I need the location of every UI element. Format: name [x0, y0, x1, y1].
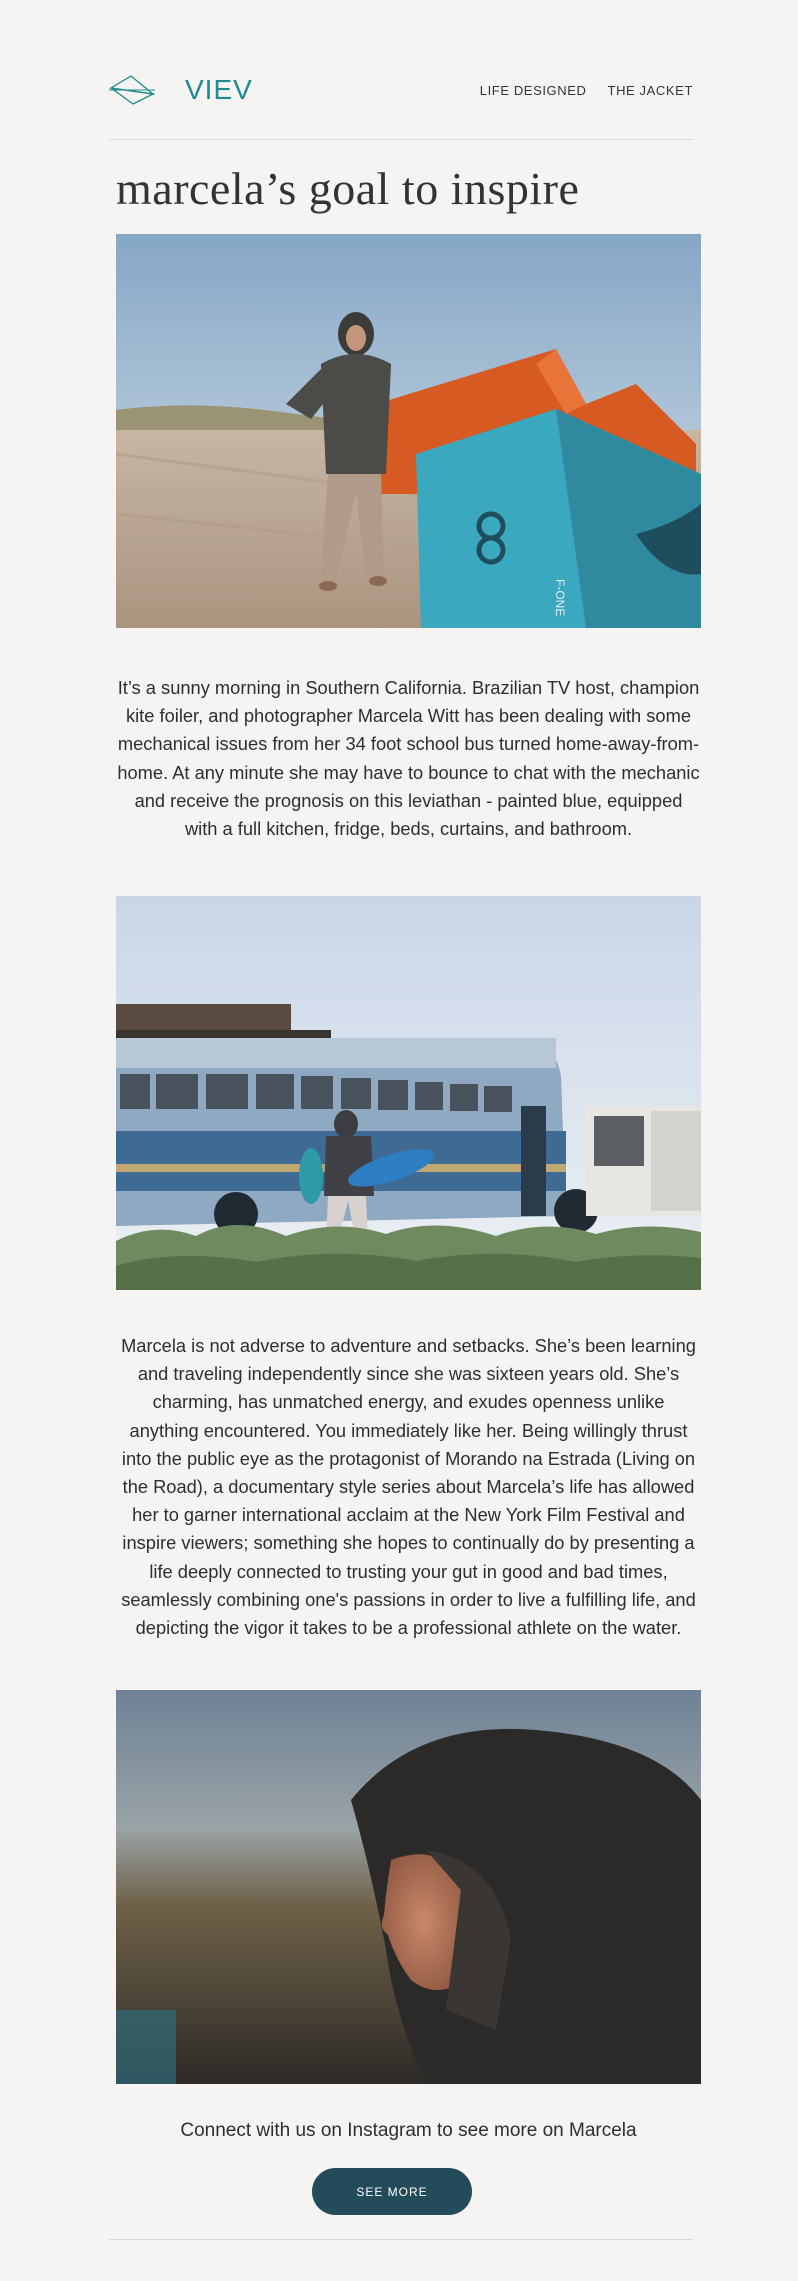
- instagram-cta-text: Connect with us on Instagram to see more on Marcela: [180, 2120, 637, 2141]
- kite-logo-icon: [109, 74, 155, 106]
- see-more-button[interactable]: SEE MORE: [312, 2168, 472, 2215]
- article-title: marcela’s goal to inspire: [116, 163, 580, 214]
- bus-photo: [116, 896, 701, 1290]
- top-nav: [480, 83, 693, 98]
- article-paragraph-2: Marcela is not adverse to adventure and setbacks. She’s been learning and traveling independently since she was sixteen years old. She’s charming, has unmatched energy, and exudes openness unlike anything encountered. You immediately like her. Being willingly thrust into the public eye as the protagonist of Morando na Estrada (Living on the Road), a documentary style series about Marcela’s life has allowed her to garner international acclaim at the New York Film Festival and inspire viewers; something she hopes to continually do by presenting a life deeply connected to trusting your gut in good and bad times, seamlessly combining one's passions in order to live a fulfilling life, and depicting the vigor it takes to be a professional athlete on the water.: [121, 1335, 696, 1639]
- nav-link-the-jacket[interactable]: THE JACKET: [607, 82, 693, 98]
- brand[interactable]: [109, 74, 253, 106]
- header: [109, 66, 693, 114]
- nav-link-life-designed[interactable]: LIFE DESIGNED: [479, 82, 587, 98]
- article-paragraph-1: It’s a sunny morning in Southern California. Brazilian TV host, champion kite foiler, and photographer Marcela Witt has been dealing with some mechanical issues from her 34 foot school bus turned home-away-from-home. At any minute she may have to bounce to chat with the mechanic and receive the prognosis on this leviathan - painted blue, equipped with a full kitchen, fridge, beds, curtains, and bathroom.: [117, 677, 700, 840]
- beach-kites-photo: [116, 234, 701, 628]
- footer-divider: [109, 2239, 693, 2240]
- header-divider: [109, 139, 693, 140]
- kite-brand-label: F-ONE: [553, 579, 567, 617]
- hooded-portrait-photo: [116, 1690, 701, 2084]
- brand-name: VIEV: [185, 74, 253, 105]
